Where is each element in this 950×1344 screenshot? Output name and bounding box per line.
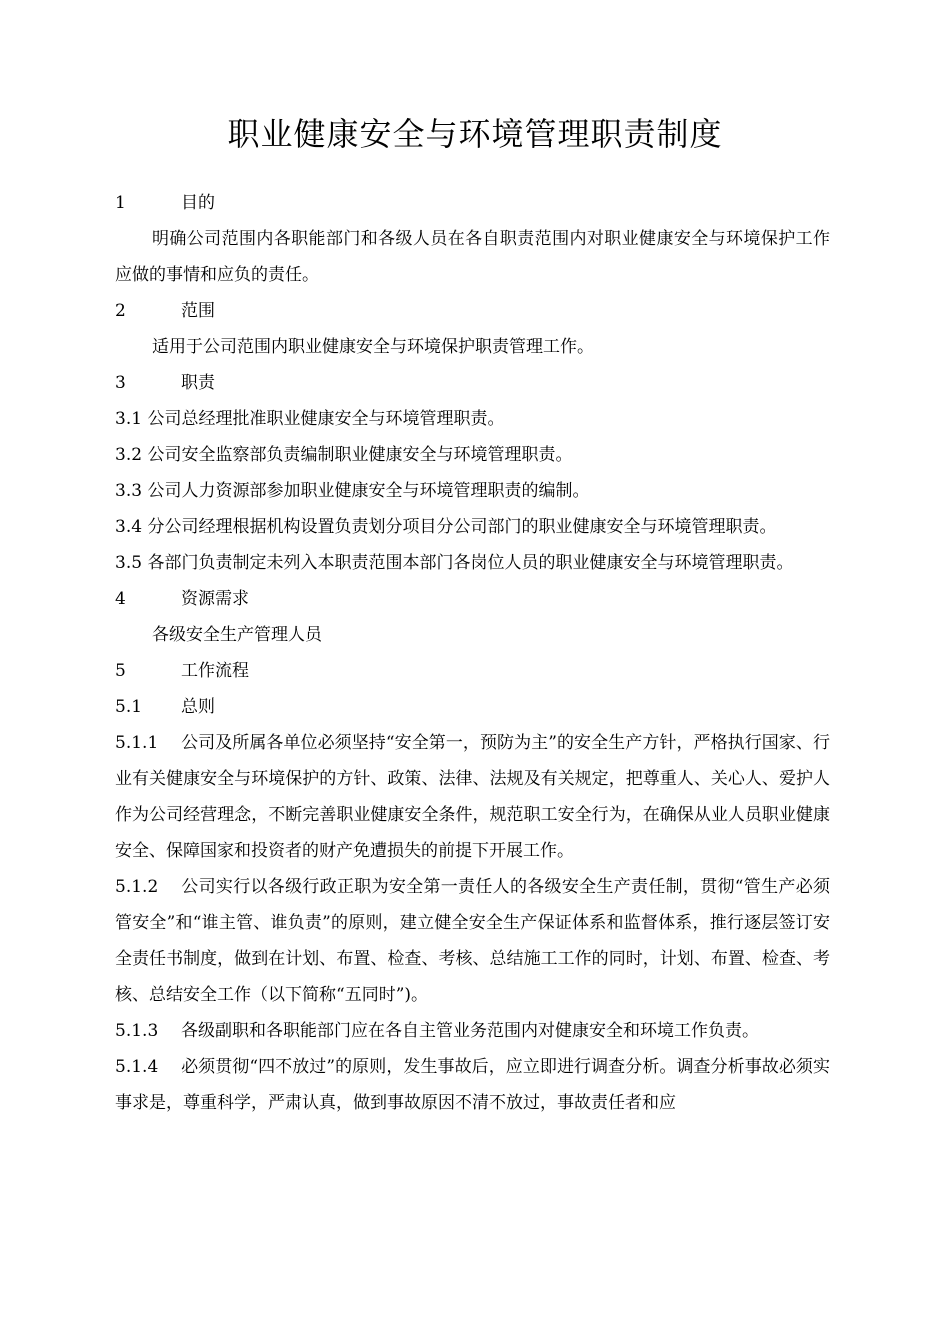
clause-text: 必须贯彻“四不放过”的原则，发生事故后，应立即进行调查分析。调查分析事故必须实事求是，尊重科学，严肃认真，做到事故原因不清不放过，事故责任者和应 xyxy=(115,1057,830,1113)
clause-5-1-3 xyxy=(115,1013,830,1049)
clause-5-1-1 xyxy=(115,725,830,869)
section-heading-2 xyxy=(115,293,830,329)
section-number: 2 xyxy=(115,301,126,321)
section-number: 5 xyxy=(115,661,126,681)
clause-text: 公司实行以各级行政正职为安全第一责任人的各级安全生产责任制，贯彻“管生产必须管安全”和“谁主管、谁负责”的原则，建立健全安全生产保证体系和监督体系，推行逐层签订安全责任书制度，做到在计划、布置、检查、考核、总结施工工作的同时，计划、布置、检查、考核、总结安全工作（以下简称“五同时”)。 xyxy=(115,877,830,1005)
section-heading-1 xyxy=(115,185,830,221)
clause-text: 各级副职和各职能部门应在各自主管业务范围内对健康安全和环境工作负责。 xyxy=(181,1021,759,1041)
subsection-heading-5-1 xyxy=(115,689,830,725)
clause-text: 公司及所属各单位必须坚持“安全第一，预防为主”的安全生产方针，严格执行国家、行业有关健康安全与环境保护的方针、政策、法律、法规及有关规定，把尊重人、关心人、爱护人作为公司经营理念，不断完善职业健康安全条件，规范职工安全行为，在确保从业人员职业健康安全、保障国家和投资者的财产免遭损失的前提下开展工作。 xyxy=(115,733,830,861)
section-number: 5.1 xyxy=(115,697,143,717)
section-text-resources: 各级安全生产管理人员 xyxy=(152,625,322,645)
clause-5-1-2 xyxy=(115,869,830,1013)
section-text-purpose: 明确公司范围内各职能部门和各级人员在各自职责范围内对职业健康安全与环境保护工作应做的事情和应负的责任。 xyxy=(115,229,830,285)
document-body xyxy=(115,185,830,1121)
responsibility-item: 3.4 分公司经理根据机构设置负责划分项目分公司部门的职业健康安全与环境管理职责。 xyxy=(115,517,777,537)
clause-5-1-4 xyxy=(115,1049,830,1121)
document-title: 职业健康安全与环境管理职责制度 xyxy=(227,115,723,153)
section-heading-5 xyxy=(115,653,830,689)
section-title: 职责 xyxy=(181,373,215,393)
section-number: 1 xyxy=(115,193,126,213)
section-heading-3 xyxy=(115,365,830,401)
clause-number: 5.1.1 xyxy=(115,733,159,753)
clause-number: 5.1.4 xyxy=(115,1057,159,1077)
section-heading-4 xyxy=(115,581,830,617)
section-title: 范围 xyxy=(181,301,215,321)
section-title: 总则 xyxy=(181,697,215,717)
section-number: 3 xyxy=(115,373,126,393)
responsibility-item: 3.3 公司人力资源部参加职业健康安全与环境管理职责的编制。 xyxy=(115,481,590,501)
section-number: 4 xyxy=(115,589,126,609)
responsibility-item: 3.2 公司安全监察部负责编制职业健康安全与环境管理职责。 xyxy=(115,445,573,465)
clause-number: 5.1.2 xyxy=(115,877,159,897)
section-title: 资源需求 xyxy=(181,589,249,609)
clause-number: 5.1.3 xyxy=(115,1021,159,1041)
responsibility-item: 3.5 各部门负责制定未列入本职责范围本部门各岗位人员的职业健康安全与环境管理职责。 xyxy=(115,553,794,573)
section-text-scope: 适用于公司范围内职业健康安全与环境保护职责管理工作。 xyxy=(152,337,594,357)
section-title: 工作流程 xyxy=(181,661,249,681)
section-title: 目的 xyxy=(181,193,215,213)
responsibility-item: 3.1 公司总经理批准职业健康安全与环境管理职责。 xyxy=(115,409,505,429)
